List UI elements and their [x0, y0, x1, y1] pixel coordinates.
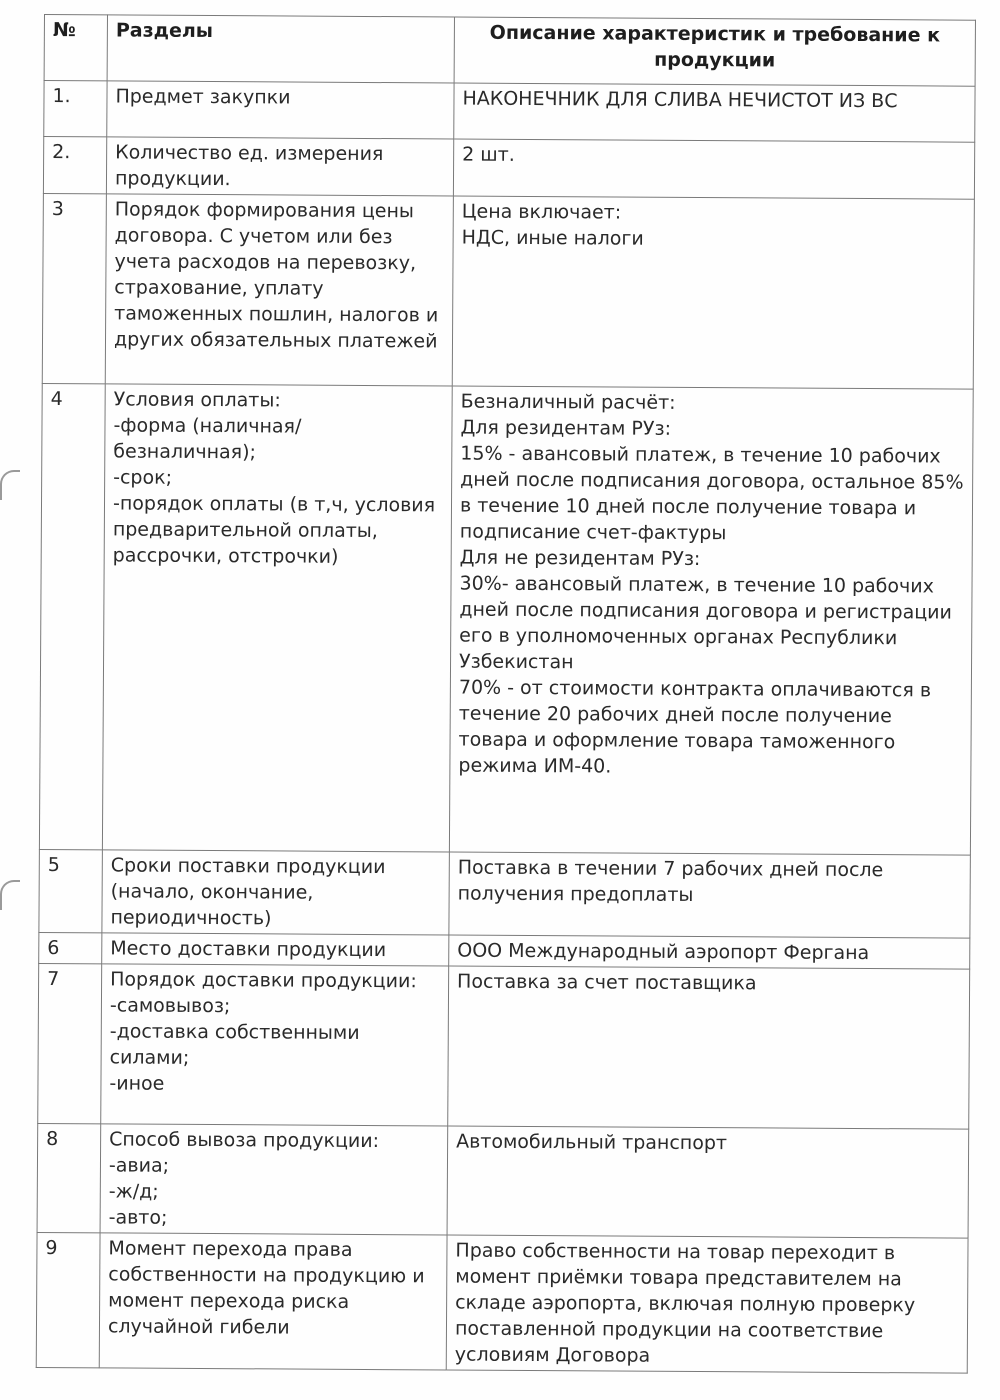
- row-description: Цена включает: НДС, иные налоги: [452, 196, 974, 389]
- row-description: Право собственности на товар переходит в момент приёмки товара представителем на складе аэропорта, включая полную проверку поставленной продукции на соответствие условиям Договора: [446, 1235, 968, 1373]
- row-section: Место доставки продукции: [102, 933, 449, 966]
- row-section: Момент перехода права собственности на продукцию и момент перехода риска случайной гибели: [99, 1233, 447, 1370]
- header-description: Описание характеристик и требование к продукции: [454, 17, 975, 86]
- row-num: 6: [39, 932, 102, 963]
- row-section: Условия оплаты: -форма (наличная/безналичная); -срок; -порядок оплаты (в т,ч, условия предварительной оплаты, рассрочки, отстрочки): [102, 384, 452, 852]
- table-row: [43, 137, 974, 200]
- table-row: [36, 1232, 968, 1373]
- row-description: ООО Международный аэропорт Фергана: [449, 935, 970, 969]
- row-num: 1.: [44, 81, 107, 137]
- row-section: Количество ед. измерения продукции.: [106, 137, 453, 196]
- row-section: Сроки поставки продукции (начало, окончание, периодичность): [102, 850, 450, 935]
- header-num: №: [44, 15, 107, 81]
- row-description: НАКОНЕЧНИК ДЛЯ СЛИВА НЕЧИСТОТ ИЗ ВС: [454, 83, 975, 142]
- table-row: [44, 81, 975, 143]
- row-description: Безналичный расчёт: Для резидентам РУз: 15% - авансовый платеж, в течение 10 рабочих дней после подписания договора, остальное 85% в течение 10 дней после получение товара и подписание счет-фактуры Для не резидентам РУз: 30%- авансовый платеж, в течение 10 рабочих дней после подписания договора и регистрации его в уполномоченных органах Республики Узбекистан 70% - от стоимости контракта оплачиваются в течение 20 рабочих дней после получение товара и оформление товара таможенного режима ИМ-40.: [449, 386, 973, 855]
- row-description: Поставка за счет поставщика: [448, 966, 970, 1129]
- row-description: Автомобильный транспорт: [447, 1126, 969, 1238]
- row-num: 9: [36, 1232, 100, 1367]
- row-num: 4: [39, 383, 105, 849]
- row-num: 3: [42, 193, 106, 383]
- row-num: 8: [37, 1123, 101, 1232]
- row-num: 2.: [43, 137, 106, 194]
- table-row: [39, 849, 970, 938]
- row-description: 2 шт.: [453, 139, 974, 199]
- table-row: [39, 383, 973, 855]
- binder-hole-mark: [0, 470, 20, 500]
- row-num: 5: [39, 849, 103, 932]
- row-section: Порядок формирования цены договора. С учетом или без учета расходов на перевозку, страхование, уплату таможенных пошлин, налогов и других обязательных платежей: [105, 194, 453, 386]
- table-header-row: [44, 15, 975, 87]
- table-row: [37, 1123, 969, 1238]
- row-section: Способ вывоза продукции: -авиа; -ж/д; -авто;: [100, 1124, 448, 1235]
- procurement-spec-table: [36, 14, 976, 1374]
- row-section: Порядок доставки продукции: -самовывоз; -доставка собственными силами; -иное: [101, 964, 449, 1126]
- row-num: 7: [38, 963, 102, 1123]
- header-section: Разделы: [107, 15, 454, 83]
- table-row: [38, 963, 970, 1129]
- row-section: Предмет закупки: [107, 81, 454, 139]
- row-description: Поставка в течении 7 рабочих дней после получения предоплаты: [449, 852, 970, 938]
- table-row: [42, 193, 974, 389]
- binder-hole-mark: [0, 880, 20, 910]
